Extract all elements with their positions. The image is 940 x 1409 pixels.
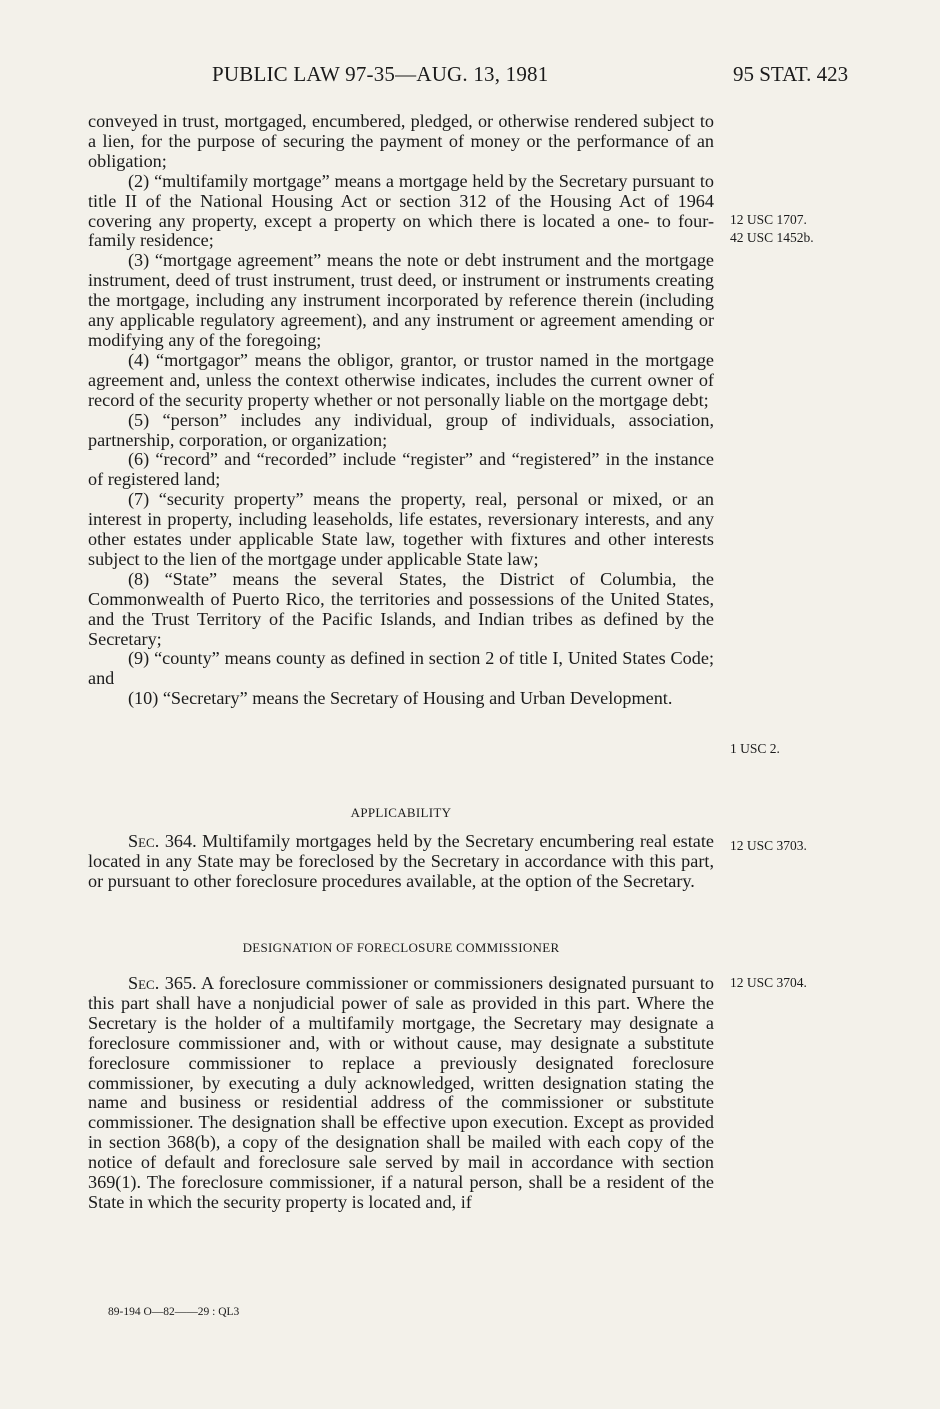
definition-item: (8) “State” means the several States, the District of Columbia, the Commonwealth of Puerto Rico, the territories and possessions of the United States, and the Trust Territory of the Pacific Islands, and Indian tribes as defined by the Secretary; bbox=[88, 568, 714, 649]
section-text: 364. Multifamily mortgages held by the Secretary encumbering real estate located in any State may be foreclosed by the Secretary in accordance with this part, or pursuant to other foreclosure procedures available, at the option of the Secretary. bbox=[88, 831, 714, 891]
section-364 bbox=[88, 832, 714, 892]
definition-item: (6) “record” and “recorded” include “register” and “registered” in the instance of registered land; bbox=[88, 449, 714, 490]
margin-note-12usc3704: 12 USC 3704. bbox=[730, 975, 807, 990]
margin-note-12usc3703: 12 USC 3703. bbox=[730, 838, 807, 853]
definition-item: (2) “multifamily mortgage” means a mortgage held by the Secretary pursuant to title II of the National Housing Act or section 312 of the Housing Act of 1964 covering any property, except a property on which there is located a one- to four-family residence; bbox=[88, 170, 714, 251]
margin-note-1usc2: 1 USC 2. bbox=[730, 741, 780, 756]
statute-citation: 95 STAT. 423 bbox=[733, 62, 849, 86]
section-label: Sec. bbox=[128, 831, 160, 851]
definition-item: (3) “mortgage agreement” means the note or debt instrument and the mortgage instrument, deed of trust instrument, trust deed, or instrument or instruments creating the mortgage, including any instrument incorporated by reference therein (including any applicable regulatory agreement), and any instrument or agreement amending or modifying any of the foregoing; bbox=[88, 250, 714, 350]
margin-note-12usc1707: 12 USC 1707. bbox=[730, 212, 807, 227]
definition-item: (9) “county” means county as defined in section 2 of title I, United States Code; and bbox=[88, 648, 714, 689]
running-head: PUBLIC LAW 97-35—AUG. 13, 1981 bbox=[212, 62, 549, 86]
section-heading-applicability: APPLICABILITY bbox=[350, 805, 452, 820]
definitions-block bbox=[88, 112, 714, 709]
definition-item: (7) “security property” means the property, real, personal or mixed, or an interest in property, including leaseholds, life estates, reversionary interests, and any other estates under applicable State law, together with fixtures and other interests subject to the lien of the mortgage under applicable State law; bbox=[88, 489, 714, 569]
section-text: 365. A foreclosure commissioner or commissioners designated pursuant to this part shall have a nonjudicial power of sale as provided in this part. Where the Secretary is the holder of a multifamily mortgage, the Secretary may designate a foreclosure commissioner and, with or without cause, may designate a substitute foreclosure commissioner to replace a previously designated foreclosure commissioner, by executing a duly acknowledged, written designation stating the name and business or residential address of the commissioner or substitute commissioner. The designation shall be effective upon execution. Except as provided in section 368(b), a copy of the designation shall be mailed with each copy of the notice of default and foreclosure sale served by mail in accordance with section 369(1). The foreclosure commissioner, if a natural person, shall be a resident of the State in which the security property is located and, if bbox=[88, 973, 715, 1212]
definition-item: (10) “Secretary” means the Secretary of Housing and Urban Development. bbox=[128, 688, 673, 709]
definition-continuation: conveyed in trust, mortgaged, encumbered, pledged, or otherwise rendered subject to a lien, for the purpose of securing the payment of money or the performance of an obligation; bbox=[88, 111, 714, 171]
margin-note-42usc1452b: 42 USC 1452b. bbox=[730, 230, 814, 245]
definition-item: (5) “person” includes any individual, group of individuals, association, partnership, corporation, or organization; bbox=[88, 409, 714, 450]
print-code-footer: 89-194 O—82——29 : QL3 bbox=[108, 1306, 240, 1318]
section-365 bbox=[88, 974, 714, 1213]
section-label: Sec. bbox=[128, 973, 160, 993]
definition-item: (4) “mortgagor” means the obligor, grantor, or trustor named in the mortgage agreement and, unless the context otherwise indicates, includes the current owner of record of the security property whether or not personally liable on the mortgage debt; bbox=[88, 349, 714, 410]
section-heading-designation: DESIGNATION OF FORECLOSURE COMMISSIONER bbox=[242, 940, 560, 955]
